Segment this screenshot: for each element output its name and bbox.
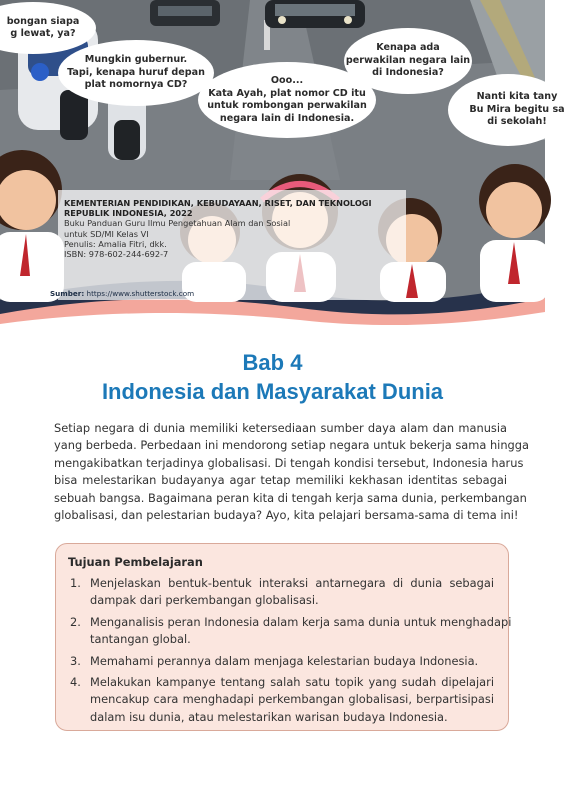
learning-goals-heading: Tujuan Pembelajaran — [68, 555, 203, 569]
goal-number: 1. — [70, 576, 81, 590]
chapter-title: Indonesia dan Masyarakat Dunia — [101, 379, 444, 404]
source-url[interactable]: https://www.shutterstock.com — [86, 289, 195, 298]
goal-line: mencakup cara menghadapi perkembangan globalisasi, berpartisipasi — [90, 692, 494, 707]
bubble-line: Nanti kita tany — [476, 91, 558, 103]
bubble-line: Bu Mira begitu sa — [469, 103, 565, 115]
intro-line: yang berbeda. Perbedaan ini mendorong setiap negara untuk bekerja sama hingga — [54, 438, 529, 453]
goal-line: dampak dari perkembangan globalisasi. — [90, 593, 319, 608]
speech-bubble — [448, 74, 568, 146]
bubble-line: Tapi, kenapa huruf depan — [67, 66, 205, 78]
learning-goals-box — [55, 543, 512, 731]
bubble-line: Kata Ayah, plat nomor CD itu — [208, 87, 366, 99]
bubble-line: Ooo... — [270, 75, 304, 86]
bubble-line: Kenapa ada — [376, 42, 440, 54]
credit-isbn: ISBN: 978-602-244-692-7 — [64, 249, 169, 260]
goal-line: Menjelaskan bentuk-bentuk interaksi antarnegara di dunia sebagai — [90, 576, 494, 590]
publication-credit — [58, 190, 406, 300]
credit-publisher: KEMENTERIAN PENDIDIKAN, KEBUDAYAAN, RISET, DAN TEKNOLOGI — [64, 198, 372, 208]
learning-goal-item — [68, 614, 512, 649]
speech-bubble — [344, 28, 472, 94]
goal-line: Menganalisis peran Indonesia dalam kerja sama dunia untuk menghadapi — [90, 614, 512, 629]
goal-line: tantangan global. — [90, 632, 191, 647]
intro-line: Setiap negara di dunia memiliki ketersediaan sumber daya alam dan manusia — [54, 421, 507, 435]
speech-bubble — [58, 40, 214, 106]
goal-line: Memahami perannya dalam menjaga kelestarian budaya Indonesia. — [90, 653, 479, 668]
bubble-line: plat nomornya CD? — [84, 79, 188, 91]
image-source — [50, 289, 194, 298]
bubble-line: negara lain di Indonesia. — [219, 112, 355, 124]
goal-line: Melakukan kampanye tentang salah satu topik yang sudah dipelajari — [90, 675, 494, 690]
learning-goal-item — [68, 674, 494, 726]
source-label: Sumber: — [50, 289, 85, 298]
credit-book-level: untuk SD/MI Kelas VI — [64, 228, 149, 239]
learning-goal-item — [68, 653, 494, 670]
intro-line: globalisasi, dan pelestarian budaya? Ayo, kita pelajari bersama-sama di tema ini! — [54, 508, 519, 523]
bubble-line: bongan siapa — [6, 15, 80, 27]
bubble-line: untuk rombongan perwakilan — [207, 100, 367, 111]
chapter-number: Bab 4 — [242, 350, 303, 375]
credit-book-title: Buku Panduan Guru Ilmu Pengetahuan Alam dan Sosial — [64, 218, 291, 229]
goal-number: 3. — [70, 653, 81, 668]
goal-line: dalam isu dunia, atau melestarikan warisan budaya Indonesia. — [90, 709, 448, 724]
learning-goals-list — [68, 575, 512, 726]
bubble-line: di Indonesia? — [372, 67, 444, 79]
credit-publisher-year: REPUBLIK INDONESIA, 2022 — [64, 208, 193, 219]
cover-illustration — [0, 0, 565, 330]
intro-line: mengakibatkan terjadinya globalisasi. Di tengah kondisi tersebut, Indonesia harus — [54, 455, 524, 470]
bubble-line: Mungkin gubernur. — [84, 54, 188, 66]
credit-author: Penulis: Amalia Fitri, dkk. — [64, 238, 167, 249]
goal-number: 4. — [70, 675, 81, 690]
learning-goal-item — [68, 575, 494, 610]
intro-paragraph — [54, 420, 529, 524]
bubble-line: di sekolah! — [487, 116, 547, 128]
intro-line: sebuah bangsa. Bagaimana peran kita di tengah kerja sama dunia, perkembangan — [54, 490, 527, 505]
bubble-line: g lewat, ya? — [10, 28, 76, 39]
goal-number: 2. — [70, 614, 81, 629]
intro-line: bisa melestarikan budayanya agar tetap memiliki kekhasan identitas sebagai — [54, 473, 507, 488]
bubble-line: perwakilan negara lain — [345, 54, 471, 66]
